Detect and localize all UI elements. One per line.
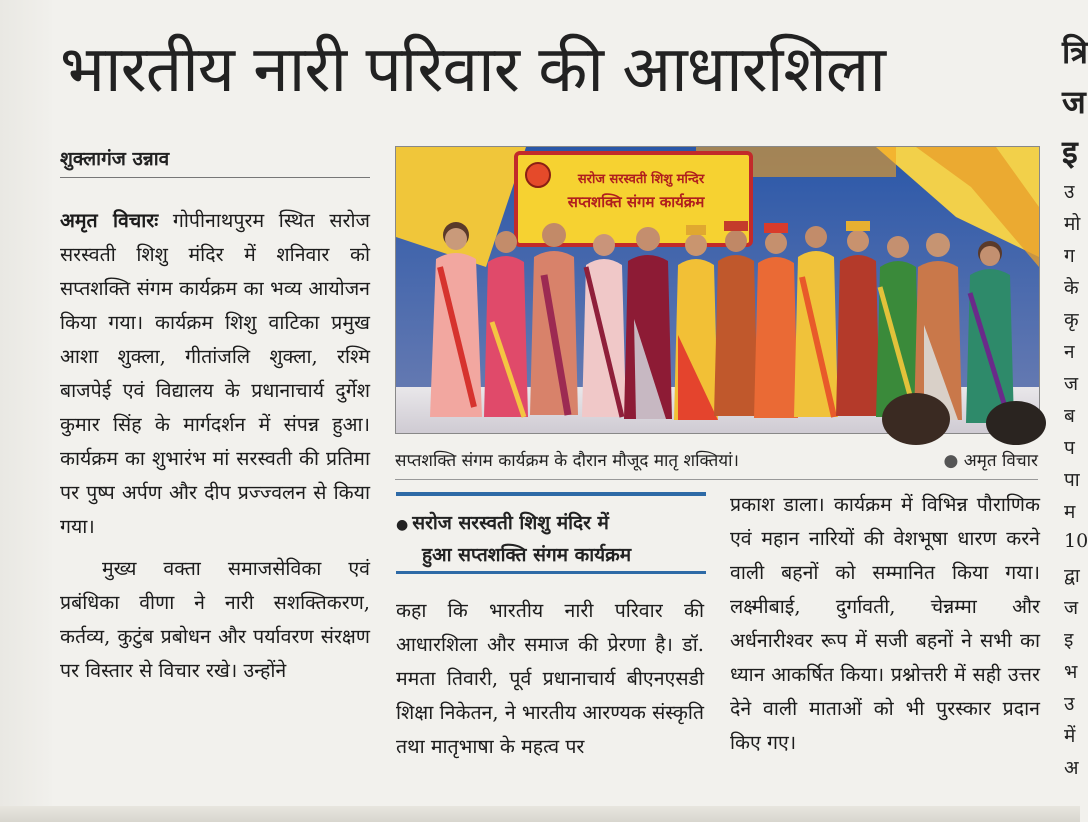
lead-text: गोपीनाथपुरम स्थित सरोज सरस्वती शिशु मंदिर में शनिवार को सप्तशक्ति संगम कार्यक्रम का भव्य आयोजन किया गया। कार्यक्रम शिशु वाटिका प्रमुख आशा शुक्ला, गीतांजलि शुक्ला, रश्मि बाजपेई एवं विद्यालय के प्रधानाचार्य दुर्गेश कुमार सिंह के मार्गदर्शन में संपन्न हुआ। कार्यक्रम का शुभारंभ मां सरस्वती की प्रतिमा पर पुष्प अर्पण और दीप प्रज्ज्वलन से किया गया। — [60, 209, 370, 538]
adjacent-article-strip — [1052, 0, 1088, 822]
adjacent-text-fragment: इ — [1064, 629, 1074, 651]
article-column-3 — [730, 488, 1040, 760]
adjacent-text-fragment: उ — [1064, 693, 1075, 715]
column-2-text: कहा कि भारतीय नारी परिवार की आधारशिला और समाज की प्रेरणा है। डॉ. ममता तिवारी, पूर्व प्रधानाचार्य बीएनएसडी शिक्षा निकेतन, ने भारतीय आरण्यक संस्कृति तथा मातृभाषा के महत्व पर — [396, 599, 704, 758]
adjacent-text-fragment: ग — [1064, 245, 1075, 267]
adjacent-text-fragment: भ — [1064, 661, 1078, 683]
adjacent-text-fragment: के — [1064, 277, 1079, 299]
photo-credit: ● अमृत विचार — [943, 448, 1038, 471]
adjacent-text-fragment: कृ — [1064, 309, 1079, 331]
adjacent-text-fragment: ब — [1064, 405, 1075, 427]
subheading-line-2: हुआ सप्तशक्ति संगम कार्यक्रम — [422, 544, 632, 566]
adjacent-text-fragment: उ — [1064, 181, 1075, 203]
adjacent-text-fragment: ज — [1064, 597, 1079, 619]
adjacent-text-fragment: प — [1064, 437, 1075, 459]
lead-source: अमृत विचारः — [60, 209, 159, 232]
adjacent-text-fragment: अ — [1064, 757, 1079, 779]
bullet-icon — [396, 512, 412, 534]
adjacent-text-fragment: 10 — [1064, 530, 1088, 552]
adjacent-text-fragment: न — [1064, 341, 1075, 363]
adjacent-text-fragment: ज — [1064, 373, 1079, 395]
adjacent-headline-fragment: ज — [1062, 83, 1086, 121]
dateline: शुक्लागंज उन्नाव — [60, 145, 370, 178]
event-photo — [395, 146, 1040, 434]
event-photo-illustration — [396, 147, 1039, 433]
adjacent-text-fragment: म — [1064, 501, 1076, 523]
headline: भारतीय नारी परिवार की आधारशिला — [60, 33, 885, 107]
article-column-2 — [396, 594, 704, 764]
adjacent-text-fragment: पा — [1064, 469, 1080, 491]
adjacent-headline-fragment: त्रि — [1062, 33, 1088, 71]
adjacent-text-fragment: में — [1064, 725, 1076, 747]
page-gutter — [0, 0, 52, 822]
photo-caption-row — [395, 448, 1038, 480]
photo-caption: सप्तशक्ति संगम कार्यक्रम के दौरान मौजूद मातृ शक्तियां। — [395, 451, 739, 471]
subheading-line-1: ● सरोज सरस्वती शिशु मंदिर में — [396, 508, 706, 540]
adjacent-text-fragment: द्वा — [1064, 565, 1080, 587]
adjacent-headline-fragment: इ — [1062, 133, 1078, 171]
banner-subtitle: सप्तशक्ति संगम कार्यक्रम — [567, 193, 705, 211]
column-3-text: प्रकाश डाला। कार्यक्रम में विभिन्न पौराणिक एवं महान नारियों की वेशभूषा धारण करने वाली बहनों को सम्मानित किया गया। लक्ष्मीबाई, दुर्गावती, चेन्नम्मा और अर्धनारीश्वर रूप में सजी बहनों ने सभी का ध्यान आकर्षित किया। प्रश्नोत्तरी में सही उत्तर देने वाली माताओं को भी पुरस्कार प्रदान किए गए। — [730, 493, 1040, 754]
lead-paragraph — [60, 204, 370, 544]
paragraph-2: मुख्य वक्ता समाजसेविका एवं प्रबंधिका वीणा ने नारी सशक्तिकरण, कर्तव्य, कुटुंब प्रबोधन और पर्यावरण संरक्षण पर विस्तार से विचार रखे। उन्होंने — [60, 557, 370, 682]
article-column-1 — [60, 204, 370, 688]
adjacent-text-fragment: मो — [1064, 213, 1081, 235]
banner-title: सरोज सरस्वती शिशु मन्दिर — [577, 172, 705, 187]
subheading-box — [396, 492, 706, 574]
page-bottom-edge — [0, 806, 1080, 822]
